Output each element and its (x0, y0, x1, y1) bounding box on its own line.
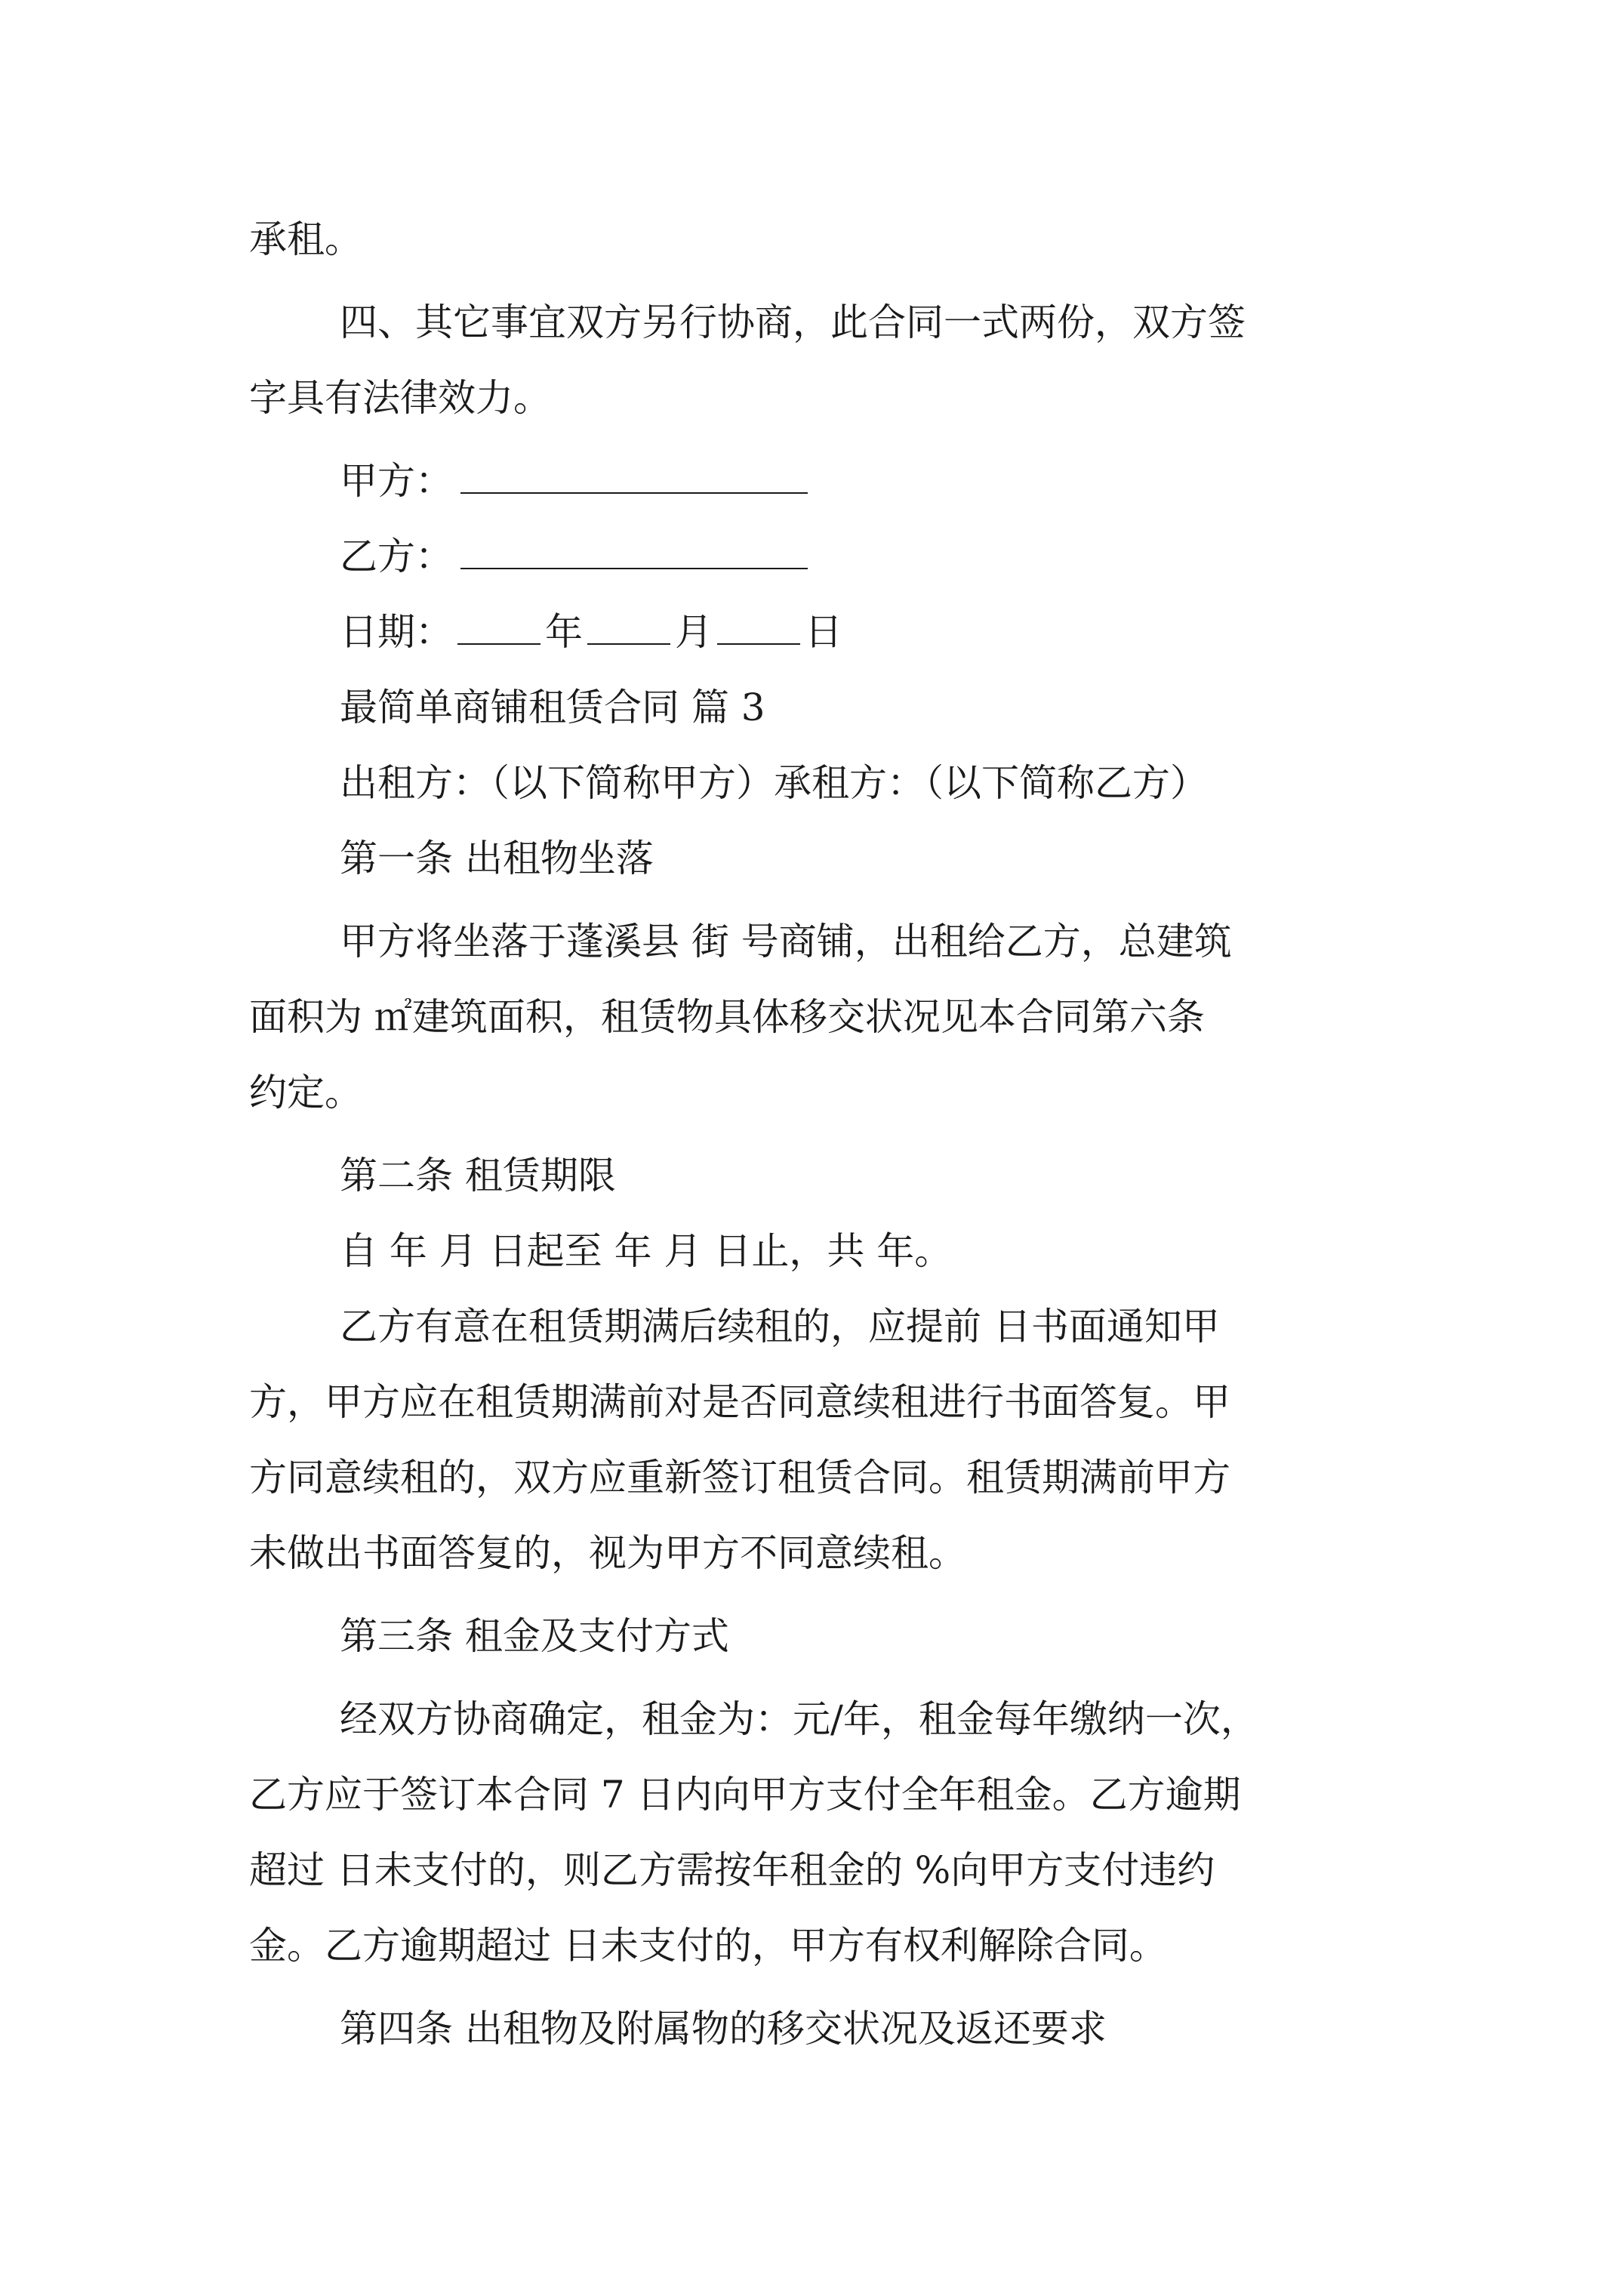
signature-date (340, 609, 842, 655)
date-month-label: 月 (675, 610, 713, 654)
signature-label: 甲方： (340, 459, 453, 503)
date-month-blank (587, 610, 670, 645)
signature-party-b (340, 534, 808, 579)
paragraph-line: 超过 日未支付的，则乙方需按年租金的 %向甲方支付违约 (249, 1848, 1215, 1892)
article-title: 第三条 租金及支付方式 (340, 1614, 729, 1658)
date-day-label: 日 (805, 610, 842, 654)
paragraph-line: 乙方应于签订本合同 7 日内向甲方支付全年租金。乙方逾期 (249, 1773, 1241, 1817)
paragraph-line: 乙方有意在租赁期满后续租的，应提前 日书面通知甲 (340, 1305, 1220, 1348)
paragraph-line: 方同意续租的，双方应重新签订租赁合同。租赁期满前甲方 (249, 1456, 1230, 1499)
paragraph-line: 未做出书面答复的，视为甲方不同意续租。 (249, 1531, 966, 1575)
signature-label: 乙方： (340, 535, 453, 578)
paragraph-line: 自 年 月 日起至 年 月 日止，共 年。 (340, 1229, 953, 1273)
paragraph-line: 经双方协商确定，租金为：元/年，租金每年缴纳一次， (340, 1697, 1258, 1741)
signature-party-a (340, 458, 808, 504)
paragraph-line: 面积为 ㎡建筑面积，租赁物具体移交状况见本合同第六条 (249, 995, 1205, 1039)
paragraph-line: 甲方将坐落于蓬溪县 街 号商铺，出租给乙方，总建筑 (340, 920, 1232, 963)
article-title: 第一条 出租物坐落 (340, 837, 654, 880)
date-day-blank (717, 610, 800, 645)
section-title: 最简单商铺租赁合同 篇 3 (340, 686, 765, 729)
paragraph-line: 字具有法律效力。 (249, 376, 551, 420)
paragraph-line: 约定。 (249, 1071, 362, 1114)
date-label: 日期： (340, 610, 453, 654)
signature-blank (460, 459, 808, 494)
signature-blank (460, 535, 808, 569)
date-year-blank (457, 610, 540, 645)
date-year-label: 年 (545, 610, 583, 654)
paragraph-line: 四、其它事宜双方另行协商，此合同一式两份，双方签 (340, 300, 1246, 344)
parties-line: 出租方：（以下简称甲方）承租方：（以下简称乙方） (340, 761, 1208, 805)
article-title: 第四条 出租物及附属物的移交状况及返还要求 (340, 2007, 1107, 2051)
paragraph-line: 金。乙方逾期超过 日未支付的，甲方有权利解除合同。 (249, 1924, 1167, 1968)
paragraph-line: 方，甲方应在租赁期满前对是否同意续租进行书面答复。甲 (249, 1380, 1230, 1424)
article-title: 第二条 租赁期限 (340, 1154, 616, 1197)
paragraph-line: 承租。 (249, 217, 362, 261)
